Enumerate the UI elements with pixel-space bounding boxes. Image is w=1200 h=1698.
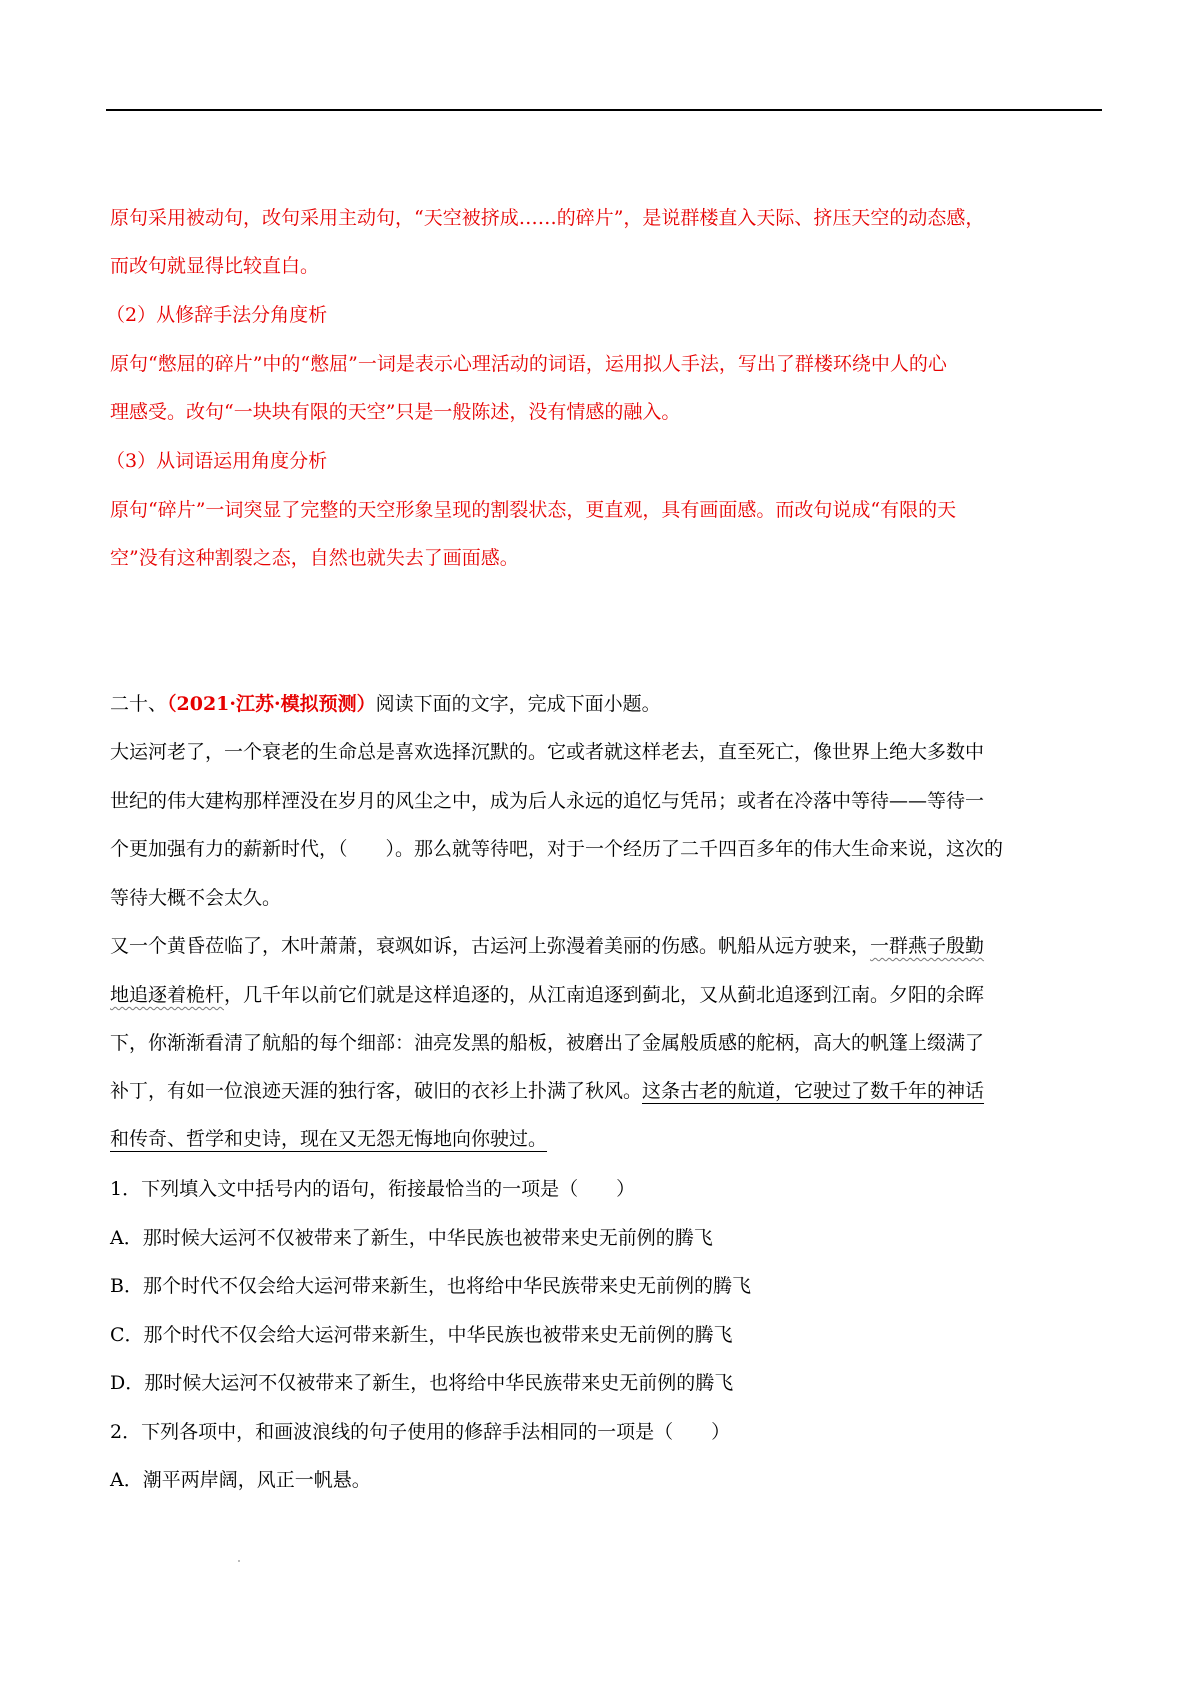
answer-heading-3: （3）从词语运用角度分析 <box>106 450 328 472</box>
q2-option-a: A．潮平两岸阔，风正一帆悬。 <box>110 1469 371 1491</box>
q2-stem: 2．下列各项中，和画波浪线的句子使用的修辞手法相同的一项是（ ） <box>110 1421 731 1443</box>
passage-p1-line-3: 个更加强有力的薪新时代，（ ）。那么就等待吧，对于一个经历了二千四百多年的伟大生命来说，这次的 <box>110 838 1004 860</box>
wavy-sentence-part-2: 地追逐着桅杆 <box>110 984 225 1006</box>
q1-option-c: C．那个时代不仅会给大运河带来新生，中华民族也被带来史无前例的腾飞 <box>110 1324 733 1346</box>
passage-p2-line-5 <box>110 1126 547 1152</box>
passage-p1-line-4: 等待大概不会太久。 <box>110 887 282 909</box>
q1-stem: 1．下列填入文中括号内的语句，衔接最恰当的一项是（ ） <box>110 1178 636 1200</box>
passage-p1-line-1: 大运河老了，一个衰老的生命总是喜欢选择沉默的。它或者就这样老去，直至死亡，像世界上绝大多数中 <box>110 741 985 763</box>
question-instruction: 阅读下面的文字，完成下面小题。 <box>375 693 661 715</box>
q1-option-d: D．那时候大运河不仅被带来了新生，也将给中华民族带来史无前例的腾飞 <box>110 1372 734 1394</box>
q1-option-b: B．那个时代不仅会给大运河带来新生，也将给中华民族带来史无前例的腾飞 <box>110 1275 751 1297</box>
underlined-sentence-part-1: 这条古老的航道，它驶过了数千年的神话 <box>642 1080 985 1102</box>
passage-p2-line-3: 下，你渐渐看清了航船的每个细部：油亮发黑的船板，被磨出了金属般质感的舵柄，高大的帆篷上缀满了 <box>110 1032 985 1054</box>
passage-text: 又一个黄昏莅临了，木叶萧萧，衰飒如诉，古运河上弥漫着美丽的伤感。帆船从远方驶来， <box>110 935 871 957</box>
question-source: （2021·江苏·模拟预测） <box>167 693 376 715</box>
answer-line-4: 理感受。改句“一块块有限的天空”只是一般陈述，没有情感的融入。 <box>110 401 681 423</box>
answer-line-6: 空”没有这种割裂之态，自然也就失去了画面感。 <box>110 547 519 569</box>
answer-line-5: 原句“碎片”一词突显了完整的天空形象呈现的割裂状态，更直观，具有画面感。而改句说成“有限的天 <box>110 499 957 521</box>
passage-p1-line-2: 世纪的伟大建构那样湮没在岁月的风尘之中，成为后人永远的追忆与凭吊；或者在冷落中等待——等待一 <box>110 790 985 812</box>
answer-line-1: 原句采用被动句，改句采用主动句，“天空被挤成……的碎片”，是说群楼直入天际、挤压天空的动态感， <box>110 207 985 229</box>
passage-p2-line-4 <box>110 1078 984 1104</box>
underlined-sentence-part-2: 和传奇、哲学和史诗，现在又无怨无悔地向你驶过。 <box>110 1128 548 1150</box>
answer-line-2: 而改句就显得比较直白。 <box>110 255 320 277</box>
passage-p2-line-1 <box>110 933 984 959</box>
passage-p2-line-2 <box>110 982 984 1008</box>
question-number: 二十、 <box>110 693 168 715</box>
q1-option-a: A．那时候大运河不仅被带来了新生，中华民族也被带来史无前例的腾飞 <box>110 1227 713 1249</box>
header-rule <box>106 109 1102 111</box>
answer-heading-2: （2）从修辞手法分角度析 <box>106 304 328 326</box>
answer-line-3: 原句“憋屈的碎片”中的“憋屈”一词是表示心理活动的词语，运用拟人手法，写出了群楼环绕中人的心 <box>110 353 947 375</box>
footer-mark <box>238 1560 240 1562</box>
question-heading <box>110 691 661 717</box>
passage-text: ，几千年以前它们就是这样追逐的，从江南追逐到蓟北，又从蓟北追逐到江南。夕阳的余晖 <box>224 984 985 1006</box>
passage-text: 补丁，有如一位浪迹天涯的独行客，破旧的衣衫上扑满了秋风。 <box>110 1080 643 1102</box>
wavy-sentence-part-1: 一群燕子殷勤 <box>870 935 985 957</box>
